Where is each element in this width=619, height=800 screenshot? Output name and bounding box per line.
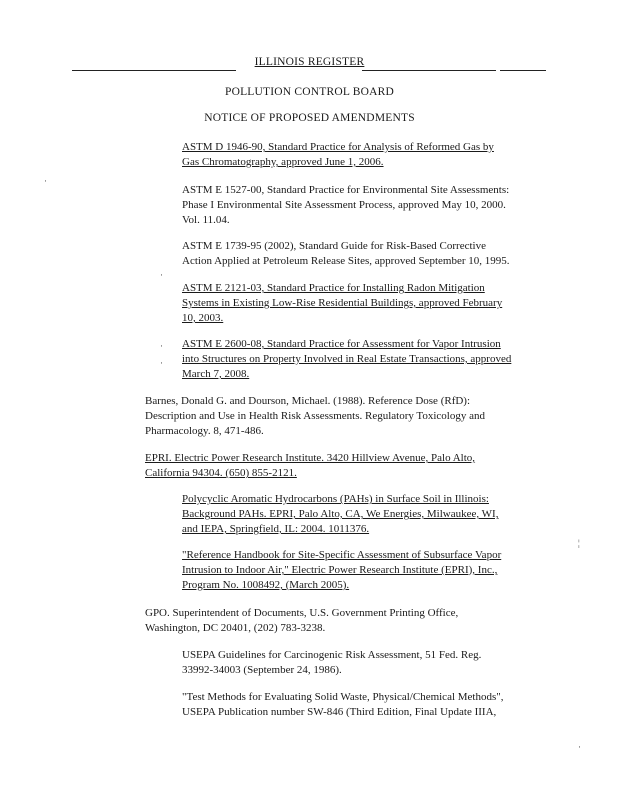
header-rule-middle — [362, 70, 496, 71]
scan-speck: ¦ — [578, 538, 580, 548]
header-rule-left — [72, 70, 236, 71]
reference-entry-epri-pahs — [182, 492, 498, 537]
reference-entry-gpo — [145, 606, 458, 636]
entry-line: ASTM E 2600-08, Standard Practice for Assessment for Vapor Intrusion — [182, 338, 501, 350]
entry-line: Polycyclic Aromatic Hydrocarbons (PAHs) in Surface Soil in Illinois: — [182, 493, 489, 505]
entry-line: EPRI. Electric Power Research Institute. 3420 Hillview Avenue, Palo Alto, — [145, 452, 476, 464]
entry-line: Background PAHs. EPRI, Palo Alto, CA, We Energies, Milwaukee, WI, — [182, 508, 499, 520]
entry-line: Washington, DC 20401, (202) 783-3238. — [145, 622, 326, 634]
entry-line: Intrusion to Indoor Air," Electric Power Research Institute (EPRI), Inc., — [182, 564, 498, 576]
board-title: POLLUTION CONTROL BOARD — [224, 86, 394, 98]
entry-line: ASTM E 1739-95 (2002), Standard Guide for Risk-Based Corrective — [182, 240, 486, 252]
scan-speck: · — [578, 742, 581, 752]
entry-line: ASTM E 2121-03, Standard Practice for Installing Radon Mitigation — [182, 282, 485, 294]
entry-line: "Test Methods for Evaluating Solid Waste, Physical/Chemical Methods", — [182, 691, 504, 703]
reference-entry-astm-e1527 — [182, 183, 509, 228]
reference-entry-astm-e2121 — [182, 281, 502, 326]
reference-entry-astm-e1739 — [182, 239, 510, 269]
reference-entry-usepa-sw846 — [182, 690, 504, 720]
entry-line: Gas Chromatography, approved June 1, 2006. — [182, 156, 384, 168]
notice-title: NOTICE OF PROPOSED AMENDMENTS — [204, 112, 415, 124]
entry-line: Systems in Existing Low-Rise Residential Buildings, approved February — [182, 297, 503, 309]
entry-line: Barnes, Donald G. and Dourson, Michael. (1988). Reference Dose (RfD): — [145, 395, 471, 407]
reference-entry-epri — [145, 451, 475, 481]
register-title: ILLINOIS REGISTER — [254, 56, 365, 68]
header-rule-right — [500, 70, 546, 71]
entry-line: Action Applied at Petroleum Release Sites, approved September 10, 1995. — [182, 255, 510, 267]
reference-entry-epri-handbook — [182, 548, 501, 593]
entry-line: ASTM E 1527-00, Standard Practice for Environmental Site Assessments: — [182, 184, 510, 196]
entry-line: Vol. 11.04. — [182, 214, 230, 226]
entry-line: USEPA Guidelines for Carcinogenic Risk Assessment, 51 Fed. Reg. — [182, 649, 482, 661]
entry-line: GPO. Superintendent of Documents, U.S. Government Printing Office, — [145, 607, 459, 619]
scan-speck: · — [160, 270, 163, 280]
entry-line: California 94304. (650) 855-2121. — [145, 467, 297, 479]
entry-line: 33992-34003 (September 24, 1986). — [182, 664, 342, 676]
entry-line: and IEPA, Springfield, IL: 2004. 1011376. — [182, 523, 370, 535]
entry-line: USEPA Publication number SW-846 (Third Edition, Final Update IIIA, — [182, 706, 497, 718]
reference-entry-astm-e2600 — [182, 337, 511, 382]
entry-line: ASTM D 1946-90, Standard Practice for Analysis of Reformed Gas by — [182, 141, 494, 153]
scan-speck: · — [44, 176, 47, 186]
entry-line: Pharmacology. 8, 471-486. — [145, 425, 264, 437]
entry-line: March 7, 2008. — [182, 368, 250, 380]
entry-line: into Structures on Property Involved in Real Estate Transactions, approved — [182, 353, 512, 365]
reference-entry-astm-d1946 — [182, 140, 494, 170]
entry-line: Program No. 1008492, (March 2005). — [182, 579, 350, 591]
entry-line: "Reference Handbook for Site-Specific Assessment of Subsurface Vapor — [182, 549, 502, 561]
entry-line: Description and Use in Health Risk Assessments. Regulatory Toxicology and — [145, 410, 485, 422]
entry-line: Phase I Environmental Site Assessment Process, approved May 10, 2000. — [182, 199, 506, 211]
scan-speck: · — [160, 358, 163, 368]
reference-entry-barnes-dourson — [145, 394, 485, 439]
scan-speck: · — [160, 341, 163, 351]
reference-entry-usepa-guidelines — [182, 648, 481, 678]
entry-line: 10, 2003. — [182, 312, 224, 324]
